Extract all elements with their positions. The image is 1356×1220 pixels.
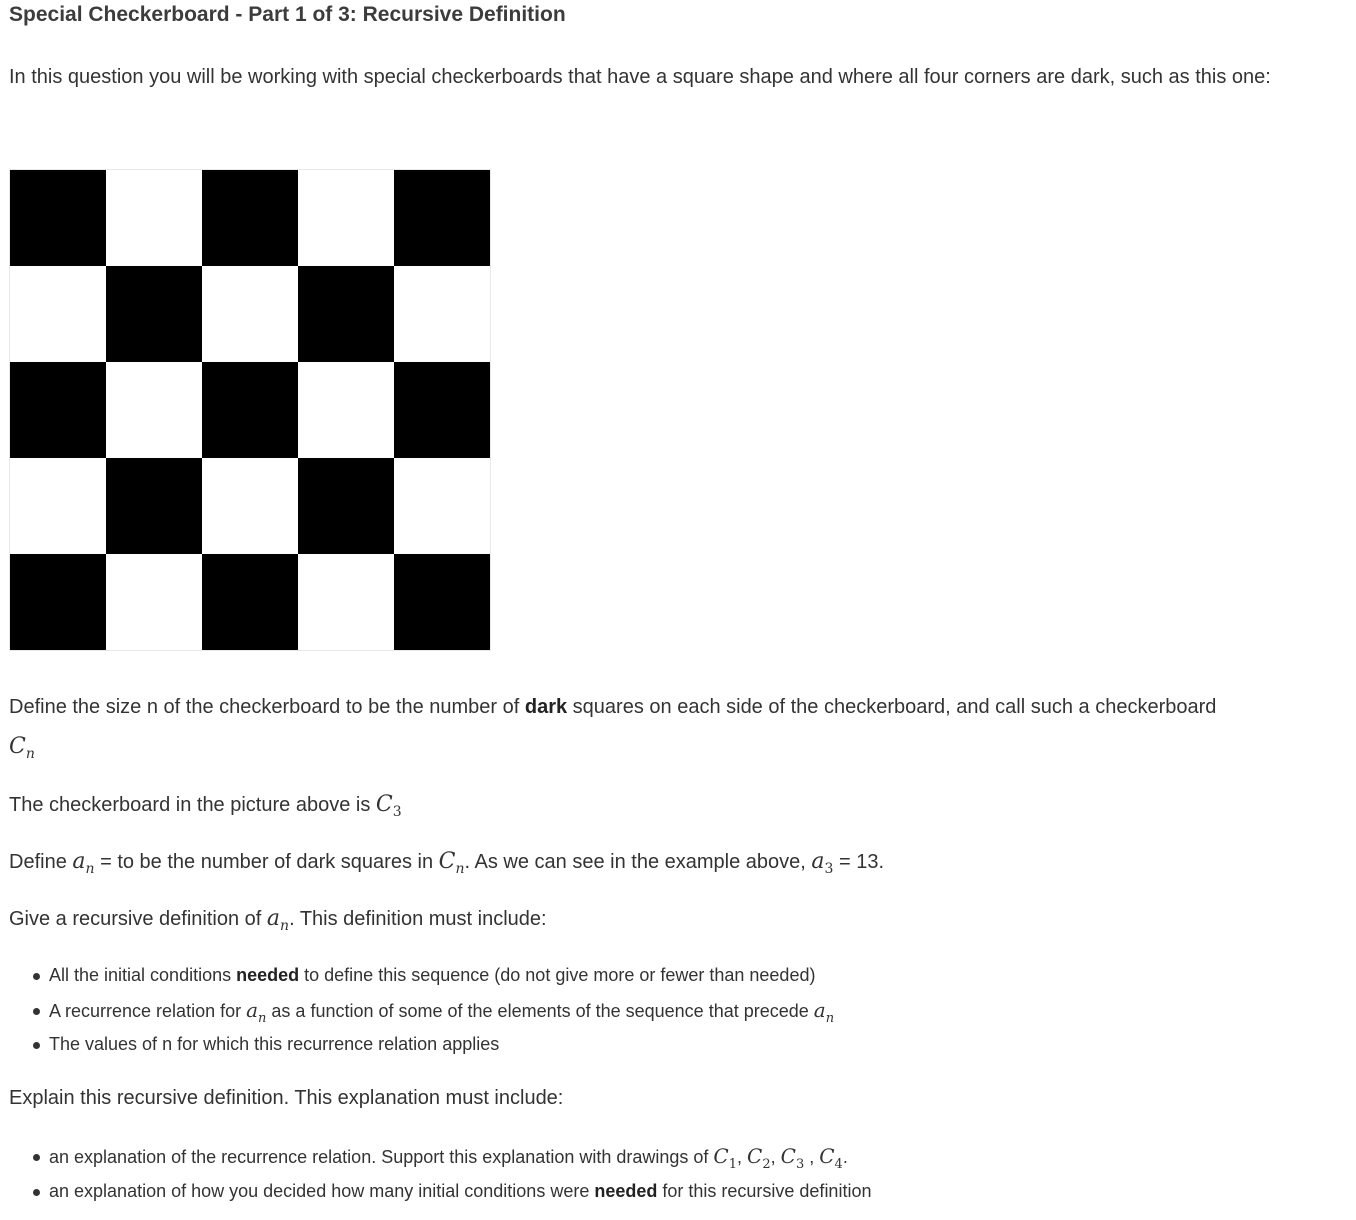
dark-square — [394, 554, 490, 650]
dark-square — [298, 266, 394, 362]
dark-square — [202, 362, 298, 458]
bold-dark: dark — [524, 696, 568, 718]
list-item: All the initial conditions needed to define this sequence (do not give more or fewer than needed) — [9, 958, 834, 993]
intro-paragraph: In this question you will be working with special checkerboards that have a square shape and where all four corners are dark, such as this one: — [9, 66, 1271, 88]
light-square — [298, 170, 394, 266]
light-square — [202, 266, 298, 362]
an-definition-paragraph: Define $a_n$ = to be the number of dark squares in $C_n$. As we can see in the example above, $a_3 = 13$. — [9, 849, 885, 877]
list-item: A recurrence relation for $a_n$ as a function of some of the elements of the sequence that precede $a_n$ — [9, 993, 834, 1028]
light-square — [10, 266, 106, 362]
light-square — [106, 554, 202, 650]
c3-symbol: $C_3$ — [375, 792, 402, 820]
dark-square — [394, 362, 490, 458]
list-item: The values of n for which this recurrence relation applies — [9, 1027, 834, 1062]
an-symbol: $a_n$ — [72, 849, 95, 877]
definition-requirements-list — [9, 958, 834, 1062]
light-square — [202, 458, 298, 554]
light-square — [106, 362, 202, 458]
light-square — [298, 362, 394, 458]
dark-square — [10, 554, 106, 650]
light-square — [394, 458, 490, 554]
checkerboard-image — [10, 170, 490, 650]
list-item: an explanation of how you decided how many initial conditions were needed for this recursive definition — [9, 1174, 871, 1209]
a3-symbol: $a_3$ — [811, 849, 834, 877]
light-square — [106, 170, 202, 266]
page-title: Special Checkerboard - Part 1 of 3: Recursive Definition — [9, 3, 566, 26]
dark-square — [394, 170, 490, 266]
picture-line: The checkerboard in the picture above is $C_3$ — [9, 792, 402, 820]
explain-heading: Explain this recursive definition. This explanation must include: — [9, 1087, 564, 1109]
list-item: an explanation of the recurrence relation. Support this explanation with drawings of $C_1$, $C_2$, $C_3$ , $C_4$. — [9, 1139, 871, 1174]
dark-square — [10, 362, 106, 458]
cn-symbol-inline: $C_n$ — [438, 849, 465, 877]
give-definition-paragraph: Give a recursive definition of $a_n$. This definition must include: — [9, 906, 547, 934]
dark-square — [106, 458, 202, 554]
light-square — [10, 458, 106, 554]
dark-square — [202, 554, 298, 650]
dark-square — [298, 458, 394, 554]
size-definition-paragraph: Define the size n of the checkerboard to be the number of dark squares on each side of the checkerboard, and call such a checkerboard — [9, 696, 1217, 718]
dark-square — [106, 266, 202, 362]
light-square — [298, 554, 394, 650]
explanation-requirements-list — [9, 1139, 871, 1208]
an-symbol-2: $a_n$ — [266, 906, 290, 934]
light-square — [394, 266, 490, 362]
dark-square — [10, 170, 106, 266]
dark-square — [202, 170, 298, 266]
cn-symbol-line — [9, 734, 35, 762]
cn-symbol: $C_n$ — [9, 734, 35, 762]
